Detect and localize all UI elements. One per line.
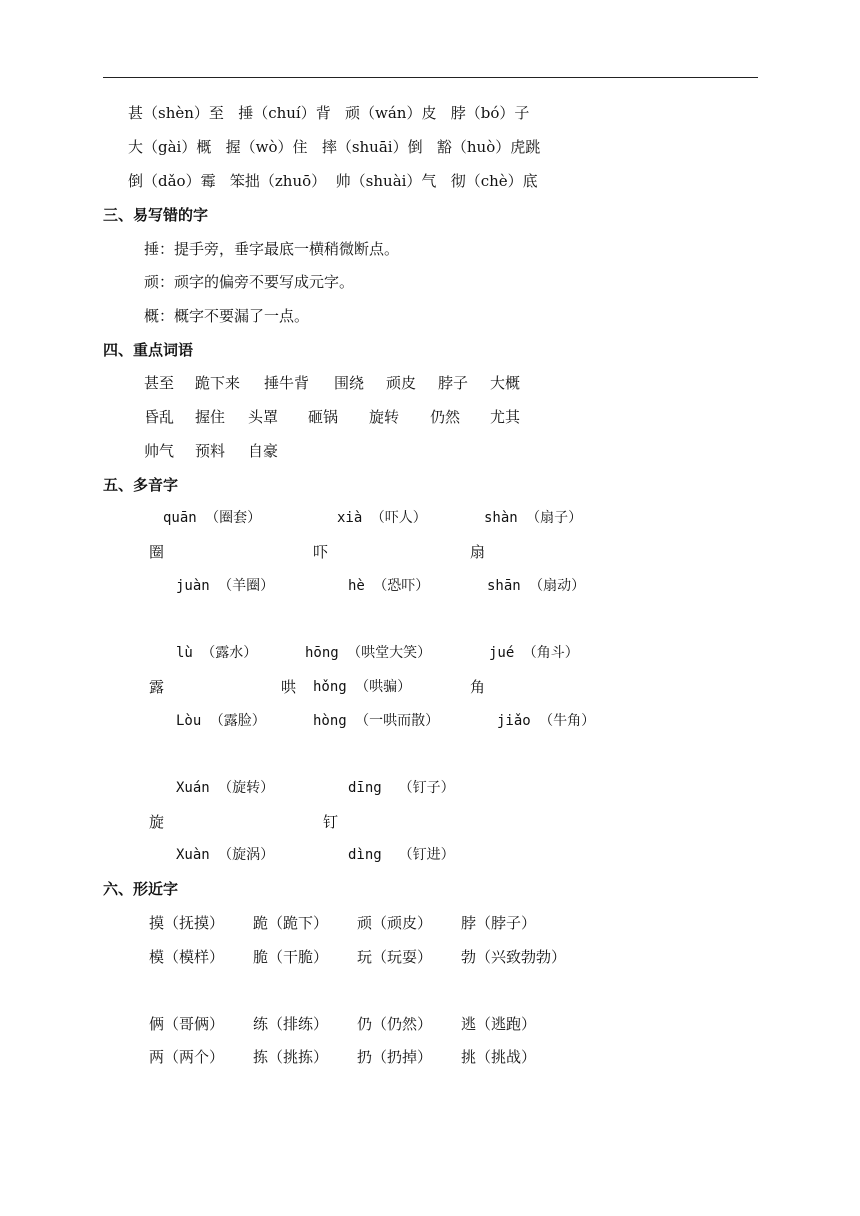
s4-word: 大概	[490, 374, 521, 392]
s5-reading: shān （扇动）	[487, 578, 586, 594]
s5-reading: hǒng （哄骗）	[313, 679, 412, 695]
s6-item: 逃（逃跑）	[461, 1015, 537, 1033]
s4-word: 仍然	[430, 408, 461, 426]
s6-item: 挑（挑战）	[461, 1048, 537, 1066]
section-4-title: 四、重点词语	[103, 341, 194, 359]
s4-word: 跪下来	[195, 374, 241, 392]
s5-reading: dīng （钉子）	[348, 780, 455, 796]
s5-reading: Xuàn （旋涡）	[176, 847, 275, 863]
pinyin-line-2: 大（gài）概 握（wò）住 摔（shuāi）倒 豁（huò）虎跳	[128, 138, 541, 156]
s4-word: 自豪	[248, 442, 279, 460]
s5-reading: lù （露水）	[176, 645, 258, 661]
s4-word: 握住	[195, 408, 226, 426]
s5-reading: jué （角斗）	[489, 645, 579, 661]
s6-item: 勃（兴致勃勃）	[461, 948, 567, 966]
s6-item: 俩（哥俩）	[149, 1015, 225, 1033]
s5-char: 圈	[149, 543, 165, 561]
s4-word: 帅气	[144, 442, 175, 460]
s5-char: 吓	[313, 543, 329, 561]
s6-item: 摸（抚摸）	[149, 914, 225, 932]
s6-item: 两（两个）	[149, 1048, 225, 1066]
s6-item: 跪（跪下）	[253, 914, 329, 932]
s3-item-1: 捶：提手旁，垂字最底一横稍微断点。	[144, 240, 400, 258]
pinyin-line-3: 倒（dǎo）霉 笨拙（zhuō） 帅（shuài）气 彻（chè）底	[128, 172, 538, 190]
s5-reading: juàn （羊圈）	[176, 578, 275, 594]
s5-reading: hè （恐吓）	[348, 578, 430, 594]
s5-reading: hōng （哄堂大笑）	[305, 645, 432, 661]
s5-reading: dìng （钉进）	[348, 847, 455, 863]
s4-word: 昏乱	[144, 408, 175, 426]
s5-reading: shàn （扇子）	[484, 510, 583, 526]
s4-word: 砸锅	[308, 408, 339, 426]
s6-item: 拣（挑拣）	[253, 1048, 329, 1066]
s5-char: 扇	[470, 543, 486, 561]
s4-word: 预料	[195, 442, 226, 460]
pinyin-line-1: 甚（shèn）至 捶（chuí）背 顽（wán）皮 脖（bó）子	[128, 104, 530, 122]
s6-item: 玩（玩耍）	[357, 948, 433, 966]
section-6-title: 六、形近字	[103, 880, 179, 898]
s5-char: 钉	[323, 813, 339, 831]
s4-word: 脖子	[438, 374, 469, 392]
s4-word: 围绕	[334, 374, 365, 392]
s5-char: 旋	[149, 813, 165, 831]
section-5-title: 五、多音字	[103, 476, 179, 494]
s5-char: 露	[149, 678, 165, 696]
s5-reading: jiǎo （牛角）	[497, 713, 596, 729]
s5-reading: Lòu （露脸）	[176, 713, 266, 729]
s6-item: 扔（扔掉）	[357, 1048, 433, 1066]
section-3-title: 三、易写错的字	[103, 206, 209, 224]
s5-reading: hòng （一哄而散）	[313, 713, 440, 729]
s3-item-2: 顽：顽字的偏旁不要写成元字。	[144, 273, 355, 291]
s6-item: 模（模样）	[149, 948, 225, 966]
s4-word: 顽皮	[386, 374, 417, 392]
s4-word: 甚至	[144, 374, 175, 392]
s5-reading: xià （吓人）	[337, 510, 427, 526]
s5-reading: quān （圈套）	[163, 510, 262, 526]
s4-word: 头罩	[248, 408, 279, 426]
s3-item-3: 概：概字不要漏了一点。	[144, 307, 310, 325]
s6-item: 脖（脖子）	[461, 914, 537, 932]
s6-item: 顽（顽皮）	[357, 914, 433, 932]
s5-char: 哄	[281, 678, 297, 696]
header-rule	[103, 77, 758, 78]
s5-reading: Xuán （旋转）	[176, 780, 275, 796]
s4-word: 旋转	[369, 408, 400, 426]
s5-char: 角	[470, 678, 486, 696]
s6-item: 仍（仍然）	[357, 1015, 433, 1033]
s6-item: 练（排练）	[253, 1015, 329, 1033]
s6-item: 脆（干脆）	[253, 948, 329, 966]
s4-word: 尤其	[490, 408, 521, 426]
s4-word: 捶牛背	[264, 374, 310, 392]
